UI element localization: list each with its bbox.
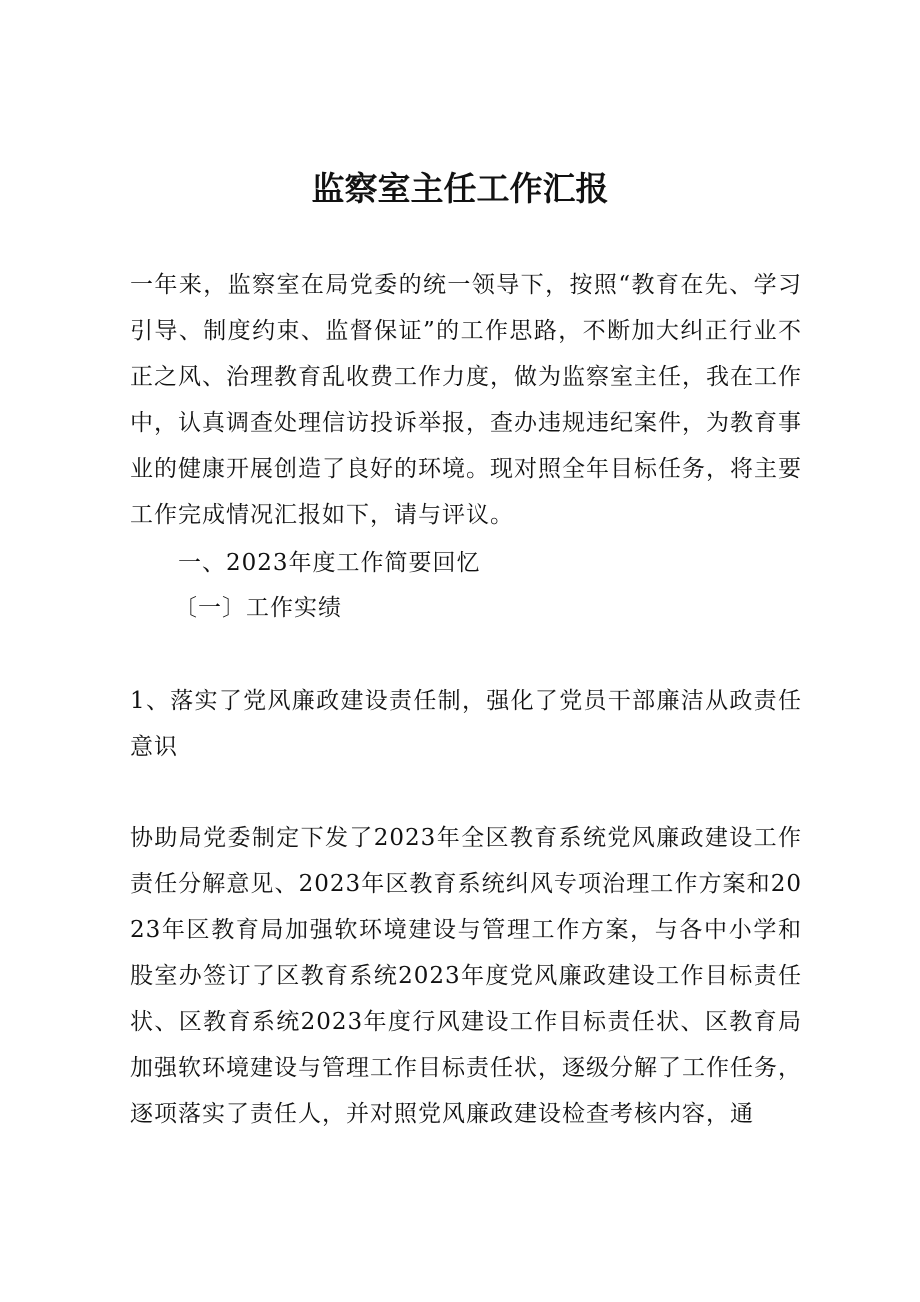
intro-paragraph: 一年来，监察室在局党委的统一领导下，按照“教育在先、学习引导、制度约束、监督保证”的工作思路，不断加大纠正行业不正之风、治理教育乱收费工作力度，做为监察室主任，我在工作中，认真调查处理信访投诉举报，查办违规违纪案件，为教育事业的健康开展创造了良好的环境。现对照全年目标任务，将主要工作完成情况汇报如下，请与评议。 xyxy=(130,272,802,528)
item-body-paragraph: 协助局党委制定下发了2023年全区教育系统党风廉政建设工作责任分解意见、2023年区教育系统纠风专项治理工作方案和2023年区教育局加强软环境建设与管理工作方案，与各中小学和股室办签订了区教育系统2023年度党风廉政建设工作目标责任状、区教育系统2023年度行风建设工作目标责任状、区教育局加强软环境建设与管理工作目标责任状，逐级分解了工作任务，逐项落实了责任人，并对照党风廉政建设检查考核内容，通 xyxy=(130,825,802,1127)
item-heading: 1、落实了党风廉政建设责任制，强化了党员干部廉洁从政责任意识 xyxy=(130,688,802,760)
subsection-heading: 〔一〕工作实绩 xyxy=(174,595,342,621)
section-heading: 一、2023年度工作简要回忆 xyxy=(178,550,481,576)
document-title: 监察室主任工作汇报 xyxy=(311,169,609,208)
